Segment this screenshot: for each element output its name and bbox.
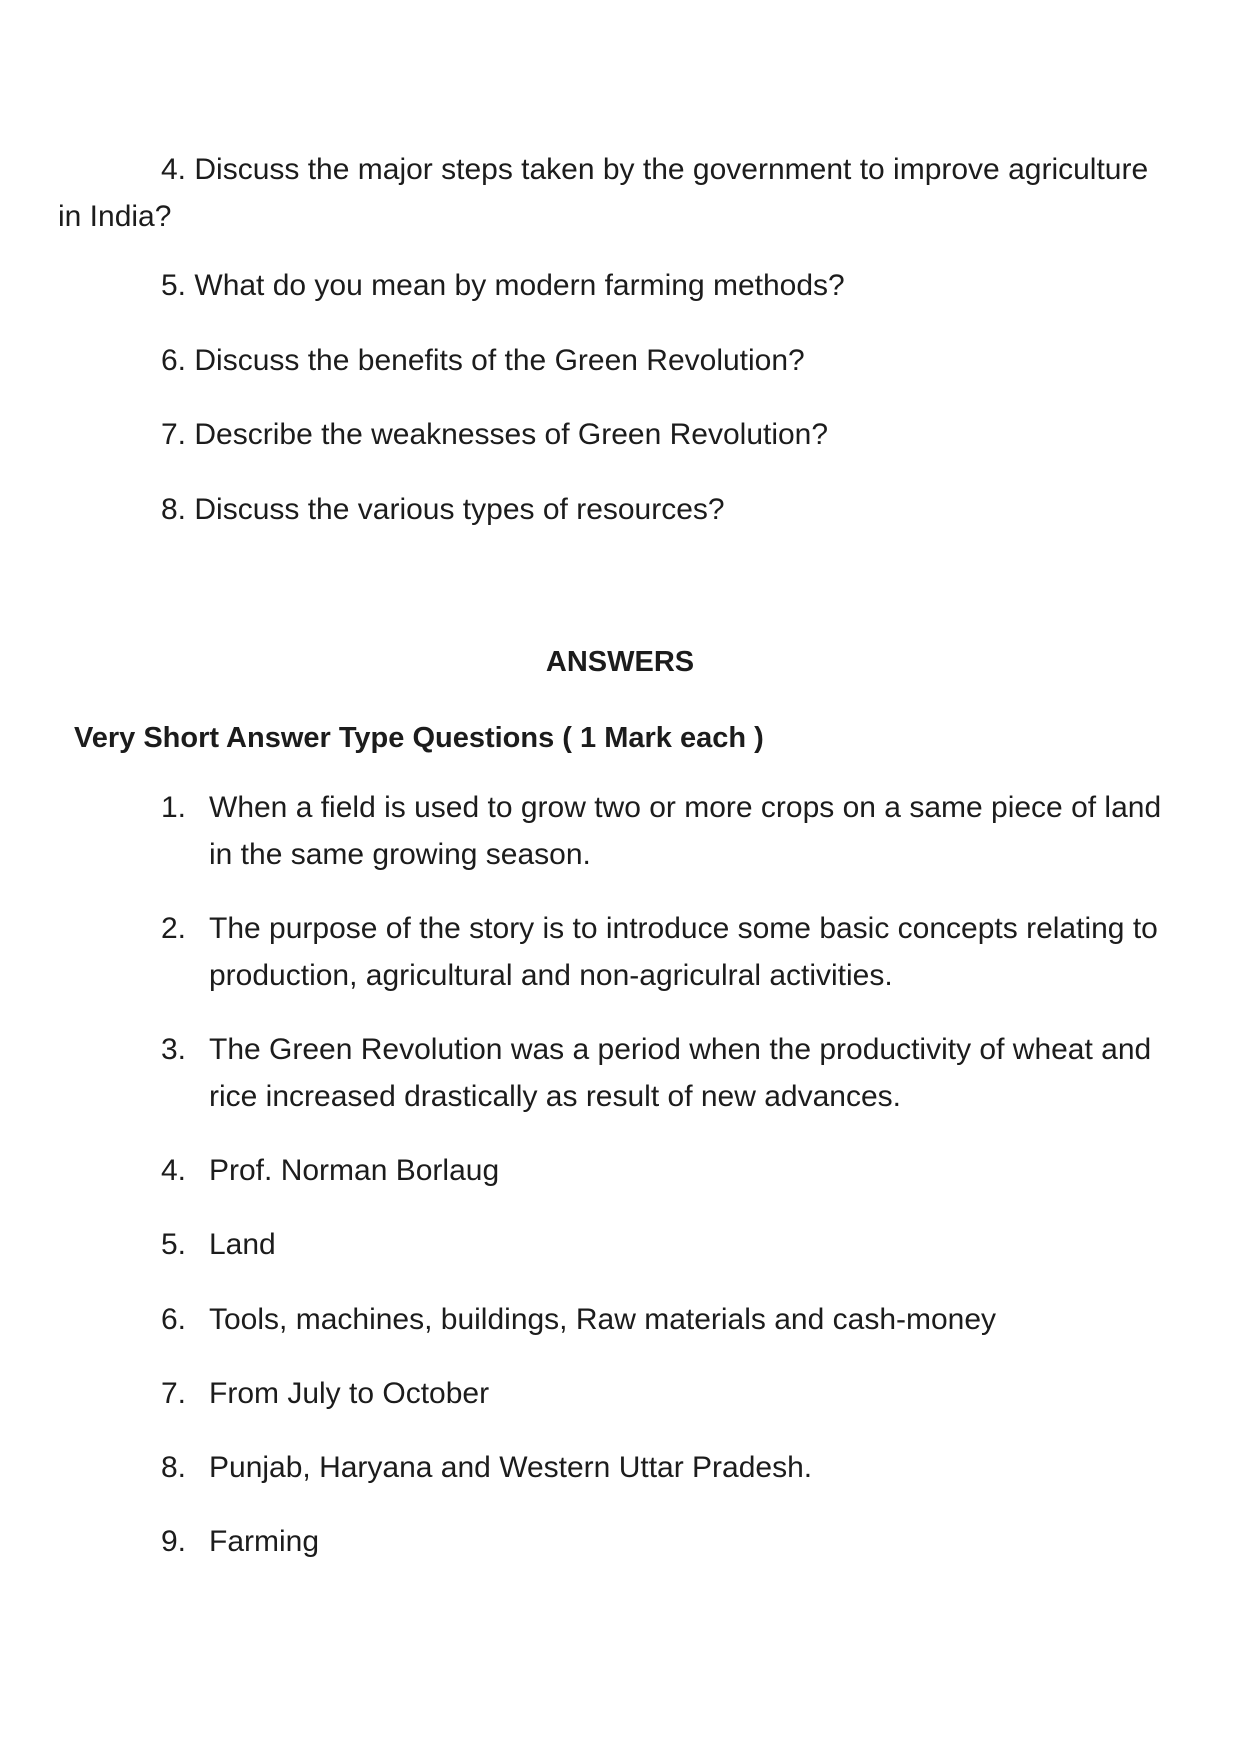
question-text: Discuss the benefits of the Green Revolution? xyxy=(194,344,805,377)
answer-3 xyxy=(161,1026,1171,1120)
answer-text: The Green Revolution was a period when the productivity of wheat and rice increased drastically as result of new advances. xyxy=(209,1033,1152,1113)
answer-number: 8. xyxy=(161,1451,187,1484)
question-text: Discuss the various types of resources? xyxy=(194,493,725,526)
question-number: 4. xyxy=(161,153,187,186)
question-4 xyxy=(58,146,1168,240)
answer-text: Prof. Norman Borlaug xyxy=(209,1154,500,1187)
question-text: Discuss the major steps taken by the government to improve agriculture in India? xyxy=(58,153,1149,233)
answer-number: 5. xyxy=(161,1228,187,1261)
section-heading: Very Short Answer Type Questions ( 1 Mark each ) xyxy=(74,722,764,754)
question-text: Describe the weaknesses of Green Revolution? xyxy=(194,418,829,451)
answer-text: Farming xyxy=(209,1525,320,1558)
answer-text: From July to October xyxy=(209,1377,490,1410)
answer-9 xyxy=(161,1518,1171,1565)
answer-text: Punjab, Haryana and Western Uttar Pradesh. xyxy=(209,1451,813,1484)
question-number: 5. xyxy=(161,269,187,302)
answer-1 xyxy=(161,784,1171,878)
answer-number: 3. xyxy=(161,1033,187,1066)
answer-number: 6. xyxy=(161,1303,187,1336)
question-number: 7. xyxy=(161,418,187,451)
answer-5 xyxy=(161,1221,1171,1268)
answer-number: 9. xyxy=(161,1525,187,1558)
answer-text: When a field is used to grow two or more crops on a same piece of land in the same growing season. xyxy=(209,791,1162,871)
question-7 xyxy=(161,415,828,455)
answer-text: The purpose of the story is to introduce some basic concepts relating to production, agricultural and non-agriculral activities. xyxy=(209,912,1158,992)
question-text: What do you mean by modern farming methods? xyxy=(194,269,845,302)
question-8 xyxy=(161,490,725,530)
answer-8 xyxy=(161,1444,1171,1491)
answer-text: Tools, machines, buildings, Raw materials and cash-money xyxy=(209,1303,997,1336)
answer-number: 1. xyxy=(161,791,187,824)
answer-7 xyxy=(161,1370,1171,1417)
question-number: 8. xyxy=(161,493,187,526)
answer-text: Land xyxy=(209,1228,276,1261)
answer-4 xyxy=(161,1147,1171,1194)
answer-number: 4. xyxy=(161,1154,187,1187)
answer-number: 7. xyxy=(161,1377,187,1410)
answers-heading: ANSWERS xyxy=(545,646,695,678)
answer-2 xyxy=(161,905,1171,999)
answer-6 xyxy=(161,1296,1171,1343)
question-6 xyxy=(161,341,805,381)
question-number: 6. xyxy=(161,344,187,377)
answer-number: 2. xyxy=(161,912,187,945)
question-5 xyxy=(161,266,845,306)
